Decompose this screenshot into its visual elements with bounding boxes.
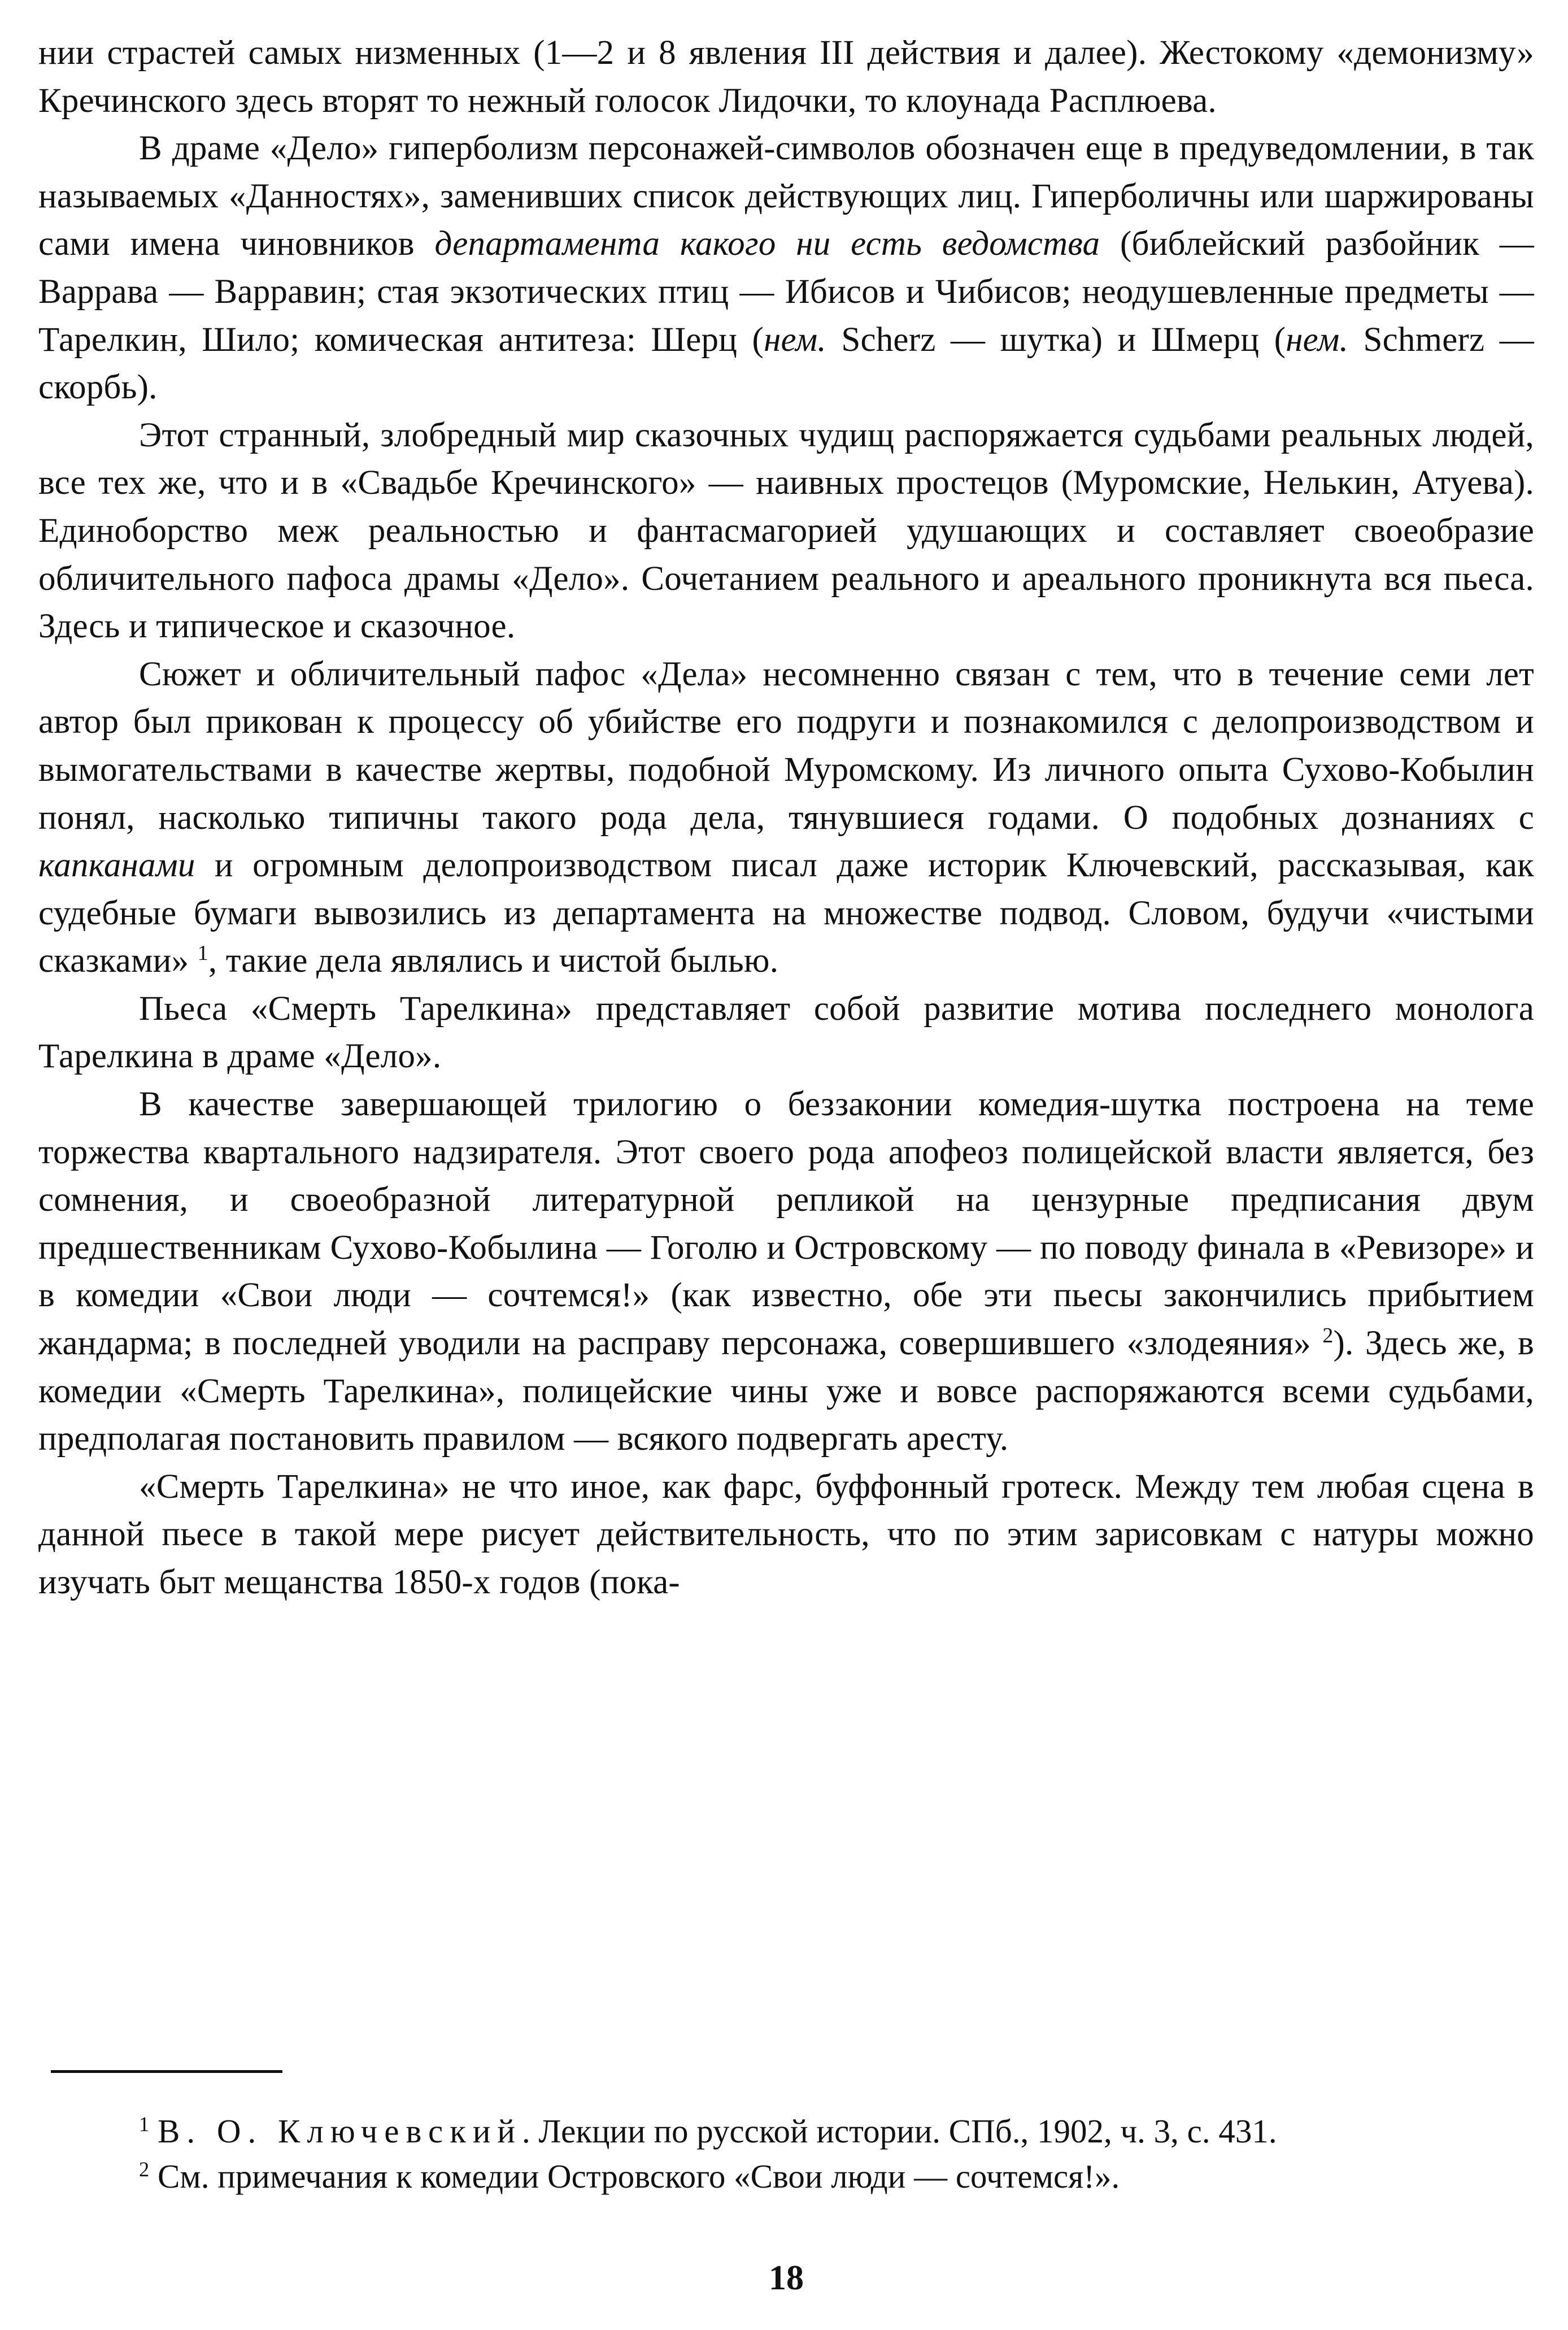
italic-text: департамента какого ни есть ведомства bbox=[434, 225, 1100, 263]
footnote-marker: 1 bbox=[139, 2112, 150, 2136]
book-page bbox=[38, 29, 1534, 2306]
paragraph bbox=[38, 412, 1534, 651]
text-run: В качестве завершающей трилогию о беззаконии комедия-шутка построена на теме торжества квартального надзирателя. Этот своего рода апофеоз полицейской власти является, без сомнения, и своеобразной литературной репликой на цензурные предписания двум предшественникам Сухово-Кобылина — Гоголю и Островскому — по поводу финала в «Ревизоре» и в комедии «Свои люди — сочтемся!» (как известно, обе эти пьесы закончились прибытием жандарма; в последней уводили на расправу персонажа, совершившего «злодеяния» bbox=[38, 1085, 1534, 1363]
page-number: 18 bbox=[769, 2259, 804, 2297]
author-name: В. О. Ключевский bbox=[158, 2112, 522, 2150]
paragraph bbox=[38, 985, 1534, 1081]
text-run bbox=[149, 2112, 158, 2150]
italic-text: нем. bbox=[1286, 320, 1349, 359]
text-run: Этот странный, злобредный мир сказочных чудищ распоряжается судьбами реальных людей, все тех же, что и в «Свадьбе Кречинского» — наивных простецов (Муромские, Нелькин, Атуева). Единоборство меж реальностью и фантасмагорией удушающих и составляет своеобразие обличительного пафоса драмы «Дело». Сочетанием реального и ареального проникнута вся пьеса. Здесь и типическое и сказочное. bbox=[38, 416, 1534, 646]
text-run: В драме «Дело» гиперболизм персонажей-символов обозначен еще в предуведомлении, в так называемых «Данностях», заменивших список действующих лиц. Гиперболичны или шаржированы сами имена чиновников bbox=[38, 129, 1534, 263]
paragraph bbox=[38, 125, 1534, 412]
footnote-marker: 2 bbox=[139, 2157, 150, 2181]
text-run: . Лекции по русской истории. СПб., 1902, ч. 3, с. 431. bbox=[522, 2112, 1277, 2150]
footnote-marker: 1 bbox=[197, 941, 208, 966]
text-run: Сюжет и обличительный пафос «Дела» несомненно связан с тем, что в течение семи лет автор был прикован к процессу об убийстве его подруги и познакомился с делопроизводством и вымогательствами в качестве жертвы, подобной Муромскому. Из личного опыта Сухово-Кобылин понял, насколько типичны такого рода дела, тянувшиеся годами. О подобных дознаниях с bbox=[38, 655, 1534, 837]
paragraph bbox=[38, 651, 1534, 985]
text-run: См. примечания к комедии Островского «Свои люди — сочтемся!». bbox=[149, 2158, 1120, 2195]
text-run: Пьеса «Смерть Тарелкина» представляет собой развитие мотива последнего монолога Тарелкина в драме «Дело». bbox=[38, 989, 1534, 1076]
paragraph bbox=[38, 1463, 1534, 1607]
footnote bbox=[38, 2154, 1534, 2199]
text-run: ). Здесь же, в комедии «Смерть Тарелкина», полицейские чины уже и вовсе распоряжаются всеми судьбами, предполагая постановить правилом — всякого подвергать аресту. bbox=[38, 1324, 1534, 1458]
text-run: Scherz — шутка) и Шмерц ( bbox=[826, 320, 1286, 359]
text-run: , такие дела являлись и чистой былью. bbox=[208, 942, 779, 980]
text-run: и огромным делопроизводством писал даже историк Ключевский, рассказывая, как судебные бумаги вывозились из департамента на множестве подвод. Словом, будучи «чистыми сказками» bbox=[38, 846, 1534, 980]
text-run: Schmerz — скорбь). bbox=[38, 320, 1534, 407]
italic-text: капканами bbox=[38, 846, 195, 885]
footnote-marker: 2 bbox=[1322, 1324, 1334, 1348]
footnote bbox=[38, 2109, 1534, 2154]
text-run: «Смерть Тарелкина» не что иное, как фарс, буффонный гротеск. Между тем любая сцена в данной пьесе в такой мере рисует действительность, что по этим зарисовкам с натуры можно изучать быт мещанства 1850-х годов (пока- bbox=[38, 1467, 1534, 1601]
italic-text: нем. bbox=[764, 320, 826, 359]
main-text bbox=[38, 29, 1534, 1607]
paragraph bbox=[38, 1081, 1534, 1463]
paragraph bbox=[38, 29, 1534, 125]
footnotes bbox=[38, 2109, 1534, 2199]
text-run: (библейский разбойник — Варрава — Варравин; стая экзотических птиц — Ибисов и Чибисов; неодушевленные предметы — Тарелкин, Шило; комическая антитеза: Шерц ( bbox=[38, 225, 1534, 359]
footnote-rule bbox=[51, 2070, 282, 2073]
text-run: нии страстей самых низменных (1—2 и 8 явления III действия и далее). Жестокому «демонизму» Кречинского здесь вторят то нежный голосок Лидочки, то клоунада Расплюева. bbox=[38, 34, 1534, 120]
